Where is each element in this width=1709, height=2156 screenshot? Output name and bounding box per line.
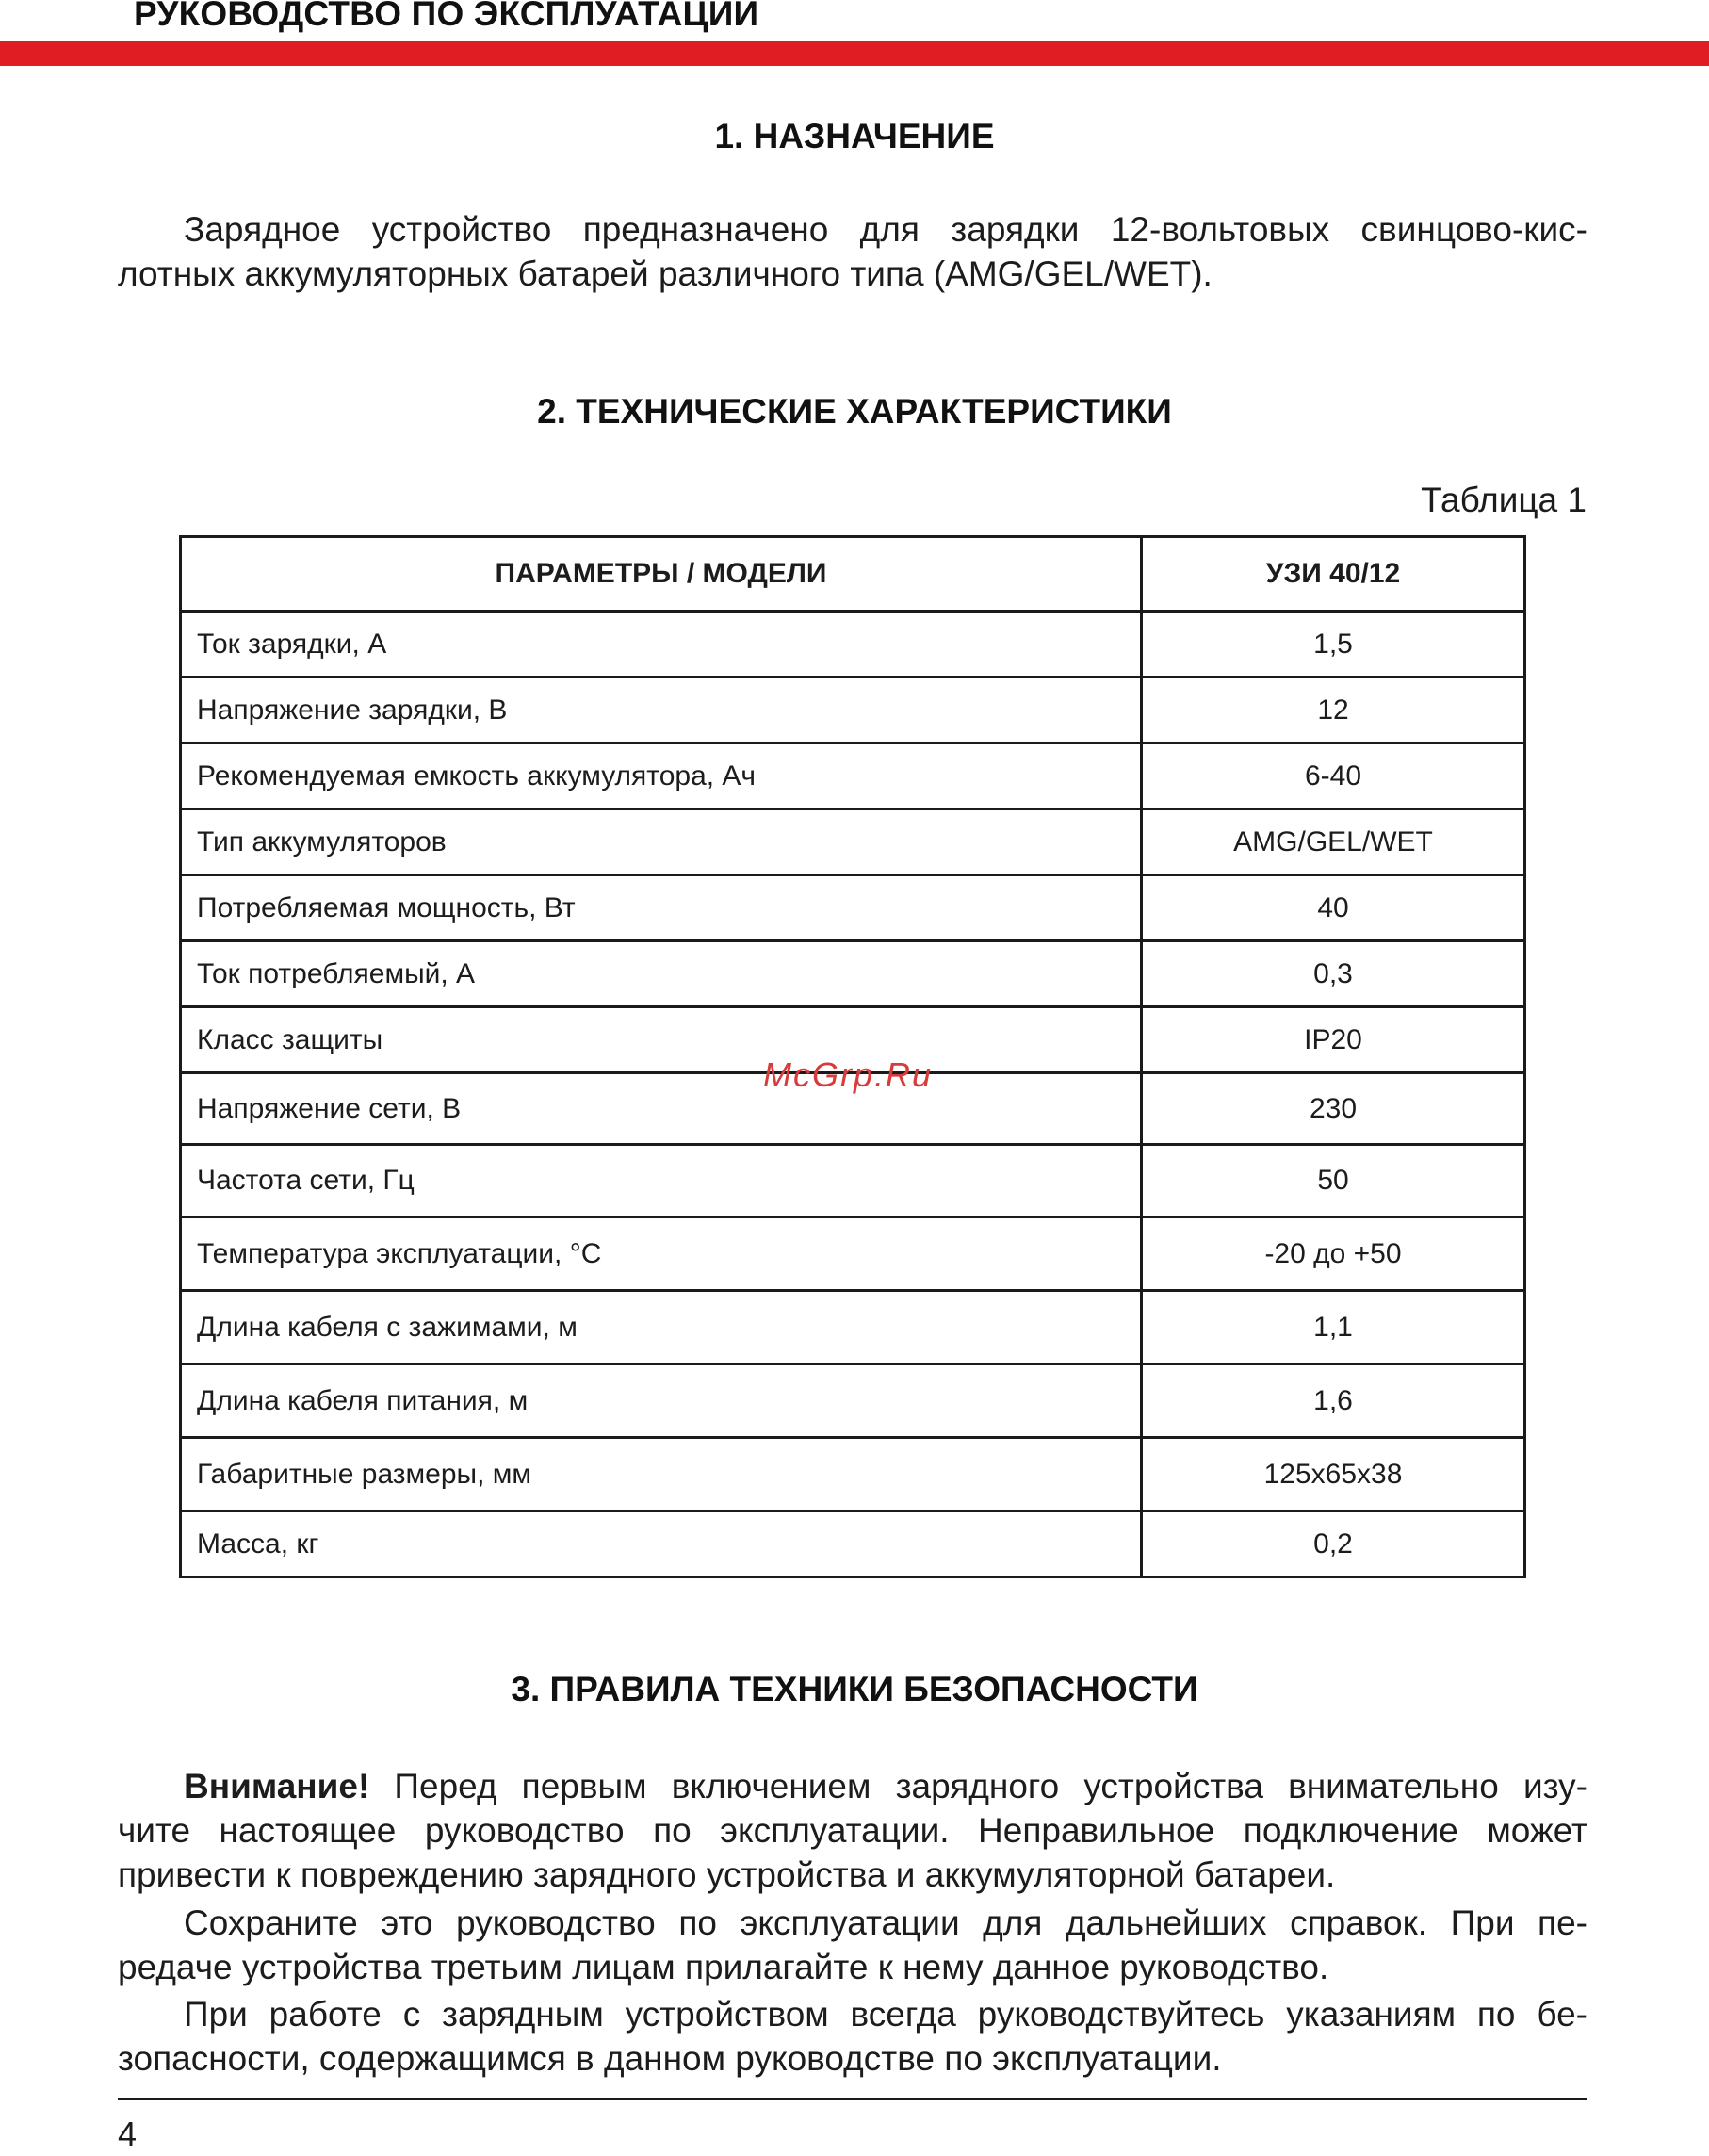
spec-param-cell: Габаритные размеры, мм	[181, 1438, 1142, 1511]
spec-value-cell: 0,3	[1142, 941, 1525, 1007]
spec-table-row	[181, 875, 1525, 941]
spec-param-cell: Масса, кг	[181, 1511, 1142, 1577]
running-header-title: РУКОВОДСТВО ПО ЭКСПЛУАТАЦИИ	[134, 0, 759, 33]
spec-table-row	[181, 1145, 1525, 1217]
safety-paragraph-2	[118, 1901, 1587, 1989]
spec-table-header-row	[181, 537, 1525, 612]
safety-p1-line-1	[118, 1764, 1587, 1808]
section-3-heading-text: 3. ПРАВИЛА ТЕХНИКИ БЕЗОПАСНОСТИ	[511, 1670, 1198, 1708]
table-caption: Таблица 1	[1421, 481, 1587, 519]
spec-table-row	[181, 1217, 1525, 1291]
footer-rule	[118, 2098, 1587, 2100]
safety-p1-line-3: привести к повреждению зарядного устройства и аккумуляторной батареи.	[118, 1855, 1336, 1894]
section-2-heading-text: 2. ТЕХНИЧЕСКИЕ ХАРАКТЕРИСТИКИ	[537, 392, 1172, 431]
spec-param-cell: Длина кабеля питания, м	[181, 1364, 1142, 1438]
spec-table-row	[181, 678, 1525, 743]
safety-paragraph-1	[118, 1764, 1587, 1897]
spec-value-cell: 6-40	[1142, 743, 1525, 809]
section-3-heading	[0, 1670, 1709, 1709]
safety-p2-line-1: Сохраните это руководство по эксплуатации для дальнейших справок. При пе-	[184, 1903, 1587, 1942]
watermark: McGrp.Ru	[763, 1055, 934, 1094]
spec-table-row	[181, 1438, 1525, 1511]
spec-value-cell: 0,2	[1142, 1511, 1525, 1577]
spec-value-cell: 40	[1142, 875, 1525, 941]
section-1-heading-text: 1. НАЗНАЧЕНИЕ	[714, 117, 995, 155]
spec-table-row	[181, 809, 1525, 875]
spec-value-cell: -20 до +50	[1142, 1217, 1525, 1291]
spec-table-row	[181, 1364, 1525, 1438]
spec-value-cell: 50	[1142, 1145, 1525, 1217]
section-2-heading	[0, 392, 1709, 432]
spec-param-cell: Температура эксплуатации, °С	[181, 1217, 1142, 1291]
spec-value-cell: IP20	[1142, 1007, 1525, 1073]
spec-table-row	[181, 1291, 1525, 1364]
page-number: 4	[118, 2115, 138, 2153]
header-accent-bar	[0, 41, 1709, 66]
section-1-line-2: лотных аккумуляторных батарей различного типа (AMG/GEL/WET).	[118, 254, 1213, 293]
section-1-heading	[0, 117, 1709, 156]
spec-param-cell: Потребляемая мощность, Вт	[181, 875, 1142, 941]
spec-header-model: УЗИ 40/12	[1142, 537, 1525, 612]
spec-param-cell: Класс защиты	[181, 1007, 1142, 1073]
safety-p3-line-1: При работе с зарядным устройством всегда руководствуйтесь указаниям по бе-	[184, 1995, 1587, 2034]
safety-p2-line-2: редаче устройства третьим лицам прилагайте к нему данное руководство.	[118, 1948, 1329, 1986]
spec-value-cell: 230	[1142, 1073, 1525, 1145]
spec-param-cell: Ток зарядки, А	[181, 612, 1142, 678]
spec-param-cell: Длина кабеля с зажимами, м	[181, 1291, 1142, 1364]
spec-param-cell: Напряжение сети, В	[181, 1073, 1142, 1145]
spec-value-cell: 1,5	[1142, 612, 1525, 678]
safety-p1-line-1-rest: Перед первым включением зарядного устройства внимательно изу-	[369, 1767, 1587, 1805]
spec-table-row	[181, 743, 1525, 809]
attention-label: Внимание!	[184, 1767, 370, 1805]
spec-param-cell: Напряжение зарядки, В	[181, 678, 1142, 743]
spec-param-cell: Рекомендуемая емкость аккумулятора, Ач	[181, 743, 1142, 809]
safety-p1-line-2: чите настоящее руководство по эксплуатации. Неправильное подключение может	[118, 1811, 1587, 1850]
section-1-paragraph	[118, 207, 1587, 296]
safety-paragraph-3	[118, 1992, 1587, 2081]
spec-param-cell: Тип аккумуляторов	[181, 809, 1142, 875]
spec-value-cell: AMG/GEL/WET	[1142, 809, 1525, 875]
spec-value-cell: 1,6	[1142, 1364, 1525, 1438]
spec-param-cell: Частота сети, Гц	[181, 1145, 1142, 1217]
section-1-line-1: Зарядное устройство предназначено для зарядки 12-вольтовых свинцово-кис-	[184, 210, 1587, 249]
spec-param-cell: Ток потребляемый, А	[181, 941, 1142, 1007]
safety-p3-line-2: зопасности, содержащимся в данном руководстве по эксплуатации.	[118, 2039, 1222, 2078]
spec-value-cell: 12	[1142, 678, 1525, 743]
spec-value-cell: 125х65х38	[1142, 1438, 1525, 1511]
spec-table-row	[181, 612, 1525, 678]
spec-table-row	[181, 1511, 1525, 1577]
spec-value-cell: 1,1	[1142, 1291, 1525, 1364]
spec-table-row	[181, 941, 1525, 1007]
spec-header-param: ПАРАМЕТРЫ / МОДЕЛИ	[181, 537, 1142, 612]
